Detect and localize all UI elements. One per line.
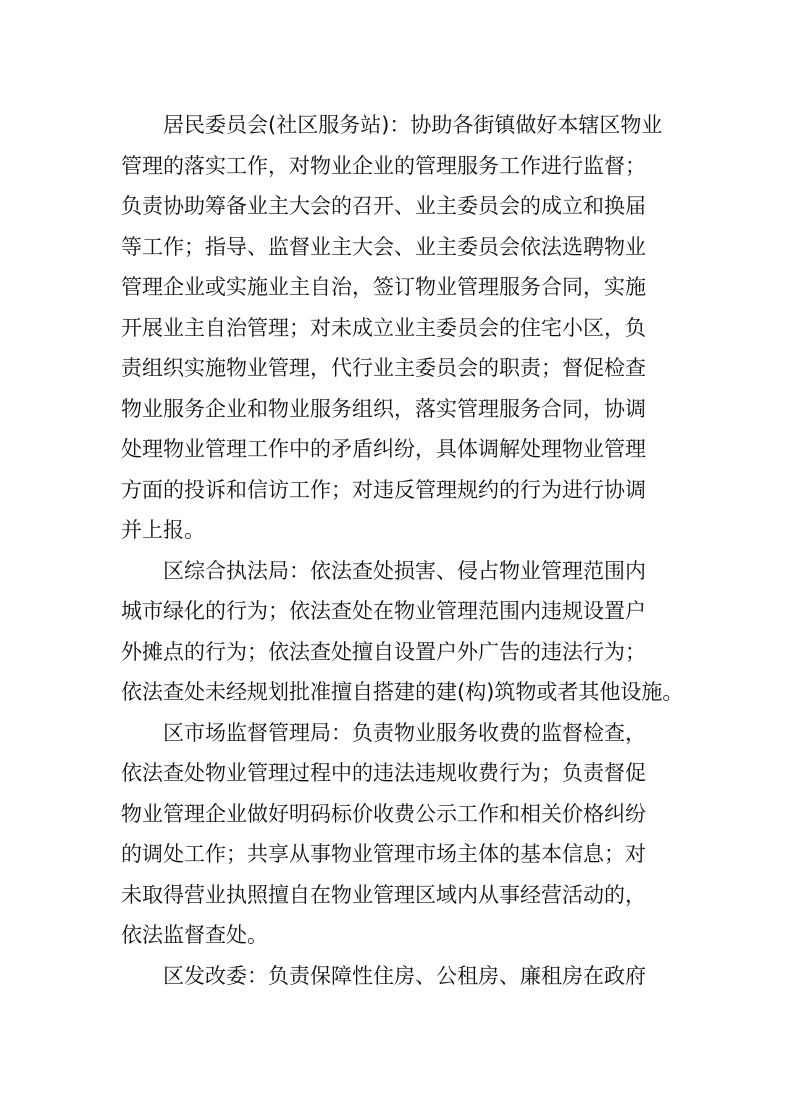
text-line: 的调处工作；共享从事物业管理市场主体的基本信息；对 [121,842,646,866]
text-line: 方面的投诉和信访工作；对违反管理规约的行为进行协调 [121,477,646,502]
text-line: 物业服务企业和物业服务组织，落实管理服务合同，协调 [121,396,646,421]
text-line: 依法查处未经规划批准擅自搭建的建(构)筑物或者其他设施。 [121,680,684,704]
paragraph-market-supervision [121,713,681,956]
text-line: 外摊点的行为；依法查处擅自设置户外广告的违法行为； [121,639,646,664]
text-line: 处理物业管理工作中的矛盾纠纷，具体调解处理物业管理 [121,437,646,461]
text-line: 物业管理企业做好明码标价收费公示工作和相关价格纠纷 [121,801,646,826]
text-line: 责组织实施物业管理，代行业主委员会的职责；督促检查 [121,356,646,380]
text-line: 等工作；指导、监督业主大会、业主委员会依法选聘物业 [121,234,646,259]
paragraph-comprehensive-law-enforcement [121,551,684,713]
document-body [121,105,684,996]
text-line: 未取得营业执照擅自在物业管理区域内从事经营活动的， [121,882,646,907]
text-line: 负责协助筹备业主大会的召开、业主委员会的成立和换届 [121,194,646,218]
text-line: 区市场监督管理局：负责物业服务收费的监督检查， [163,720,646,745]
text-line: 依法查处物业管理过程中的违法违规收费行为；负责督促 [121,761,646,785]
paragraph-development-reform [121,956,681,997]
text-line: 区发改委：负责保障性住房、公租房、廉租房在政府 [163,963,646,988]
text-line: 管理企业或实施业主自治，签订物业管理服务合同，实施 [121,275,646,299]
paragraph-residents-committee [121,105,681,551]
text-line: 依法监督查处。 [121,923,268,947]
text-line: 居民委员会(社区服务站)：协助各街镇做好本辖区物业 [163,113,663,137]
text-line: 城市绿化的行为；依法查处在物业管理范围内违规设置户 [121,599,646,623]
text-line: 区综合执法局：依法查处损害、侵占物业管理范围内 [163,558,646,583]
text-line: 并上报。 [121,518,205,542]
text-line: 开展业主自治管理；对未成立业主委员会的住宅小区，负 [121,315,646,340]
text-line: 管理的落实工作，对物业企业的管理服务工作进行监督； [121,153,646,178]
